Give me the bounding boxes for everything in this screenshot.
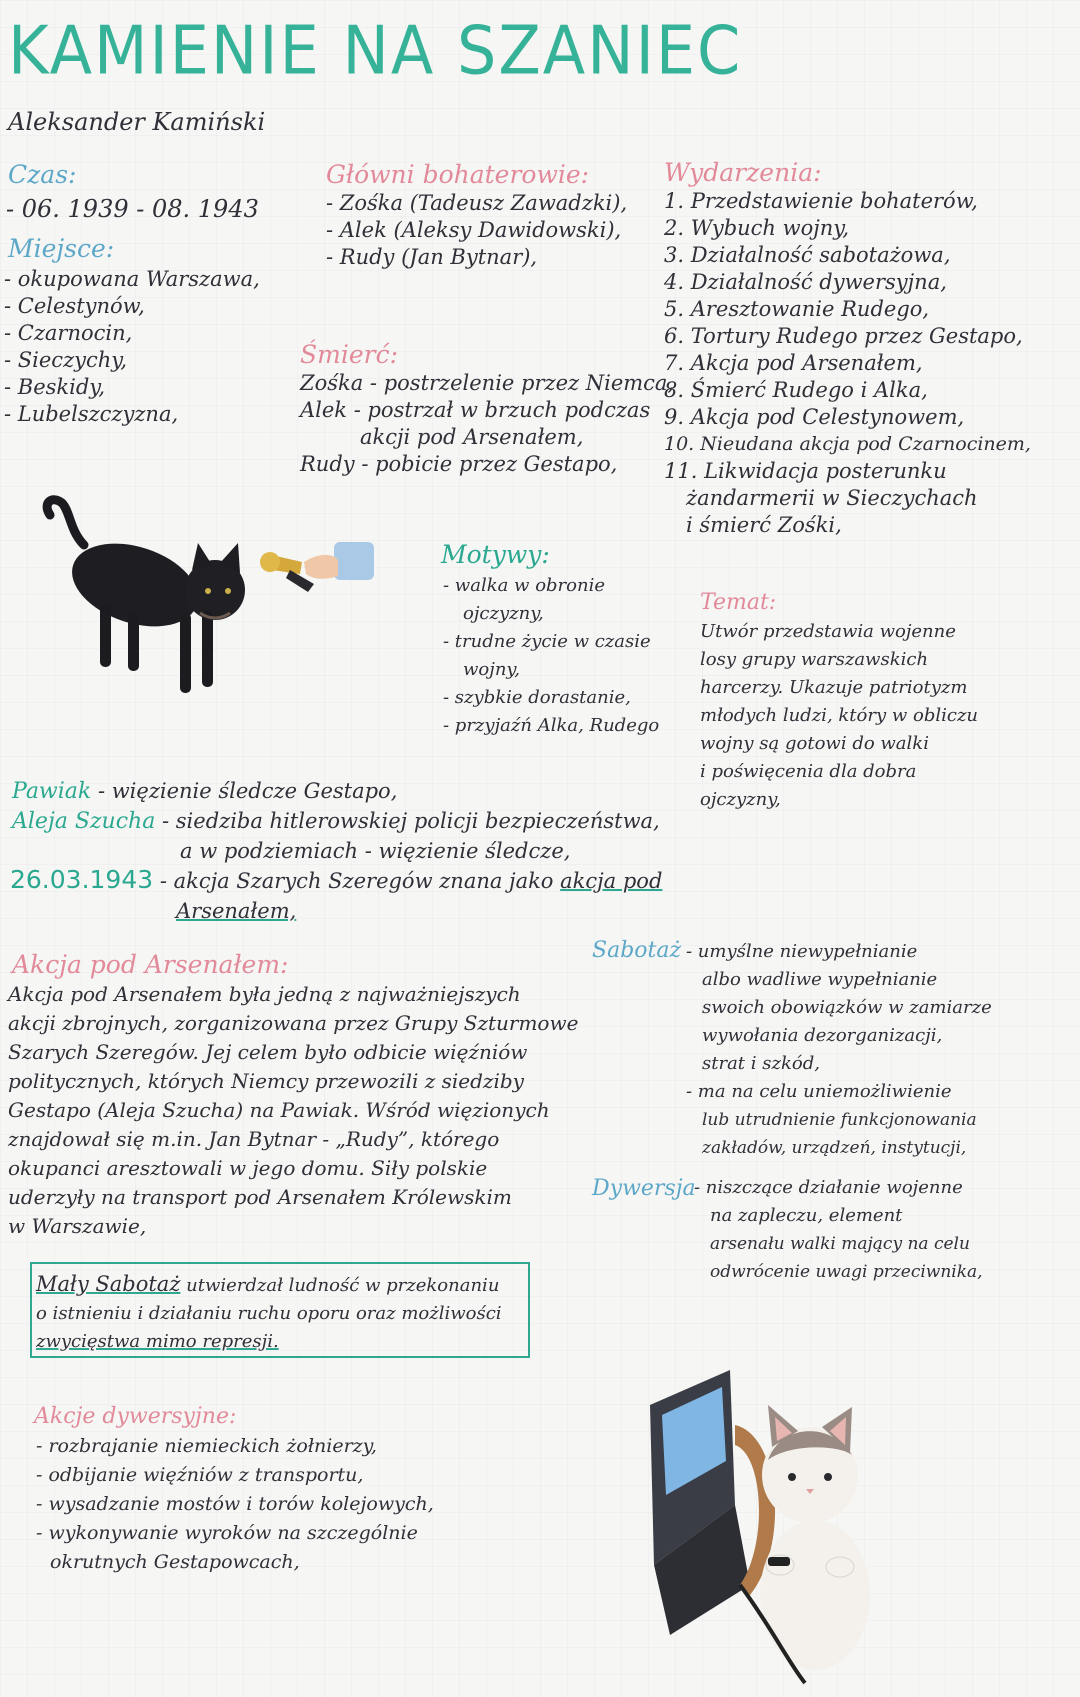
death-heading: Śmierć: xyxy=(300,340,398,369)
diversion-actions-heading: Akcje dywersyjne: xyxy=(34,1404,237,1429)
list-item: 11. Likwidacja posterunku xyxy=(664,459,947,483)
text-line: zwycięstwa mimo represji. xyxy=(36,1331,279,1352)
list-item: ojczyzny, xyxy=(463,603,544,624)
date-def xyxy=(10,866,662,895)
text-line: utwierdzał ludność w przekonaniu xyxy=(186,1275,500,1296)
list-item: i śmierć Zośki, xyxy=(686,513,842,537)
time-value: - 06. 1939 - 08. 1943 xyxy=(6,195,259,223)
arsenal-body xyxy=(8,980,578,1241)
list-item: - Alek (Aleksy Dawidowski), xyxy=(326,218,622,242)
pawiak-def xyxy=(12,778,397,805)
list-item: Alek - postrzał w brzuch podczas xyxy=(300,398,651,422)
heroes-heading: Główni bohaterowie: xyxy=(326,160,590,189)
date-link-2: Arsenałem, xyxy=(176,899,297,923)
date-link: akcja pod xyxy=(560,869,663,893)
aleja-szucha-def xyxy=(12,808,660,835)
diversion-def xyxy=(694,1174,983,1286)
list-item: 9. Akcja pod Celestynowem, xyxy=(664,405,965,429)
diversion-actions-list xyxy=(36,1432,434,1577)
text-line: Utwór przedstawia wojenne xyxy=(700,621,956,642)
list-item: - szybkie dorastanie, xyxy=(443,687,631,708)
list-item: - Rudy (Jan Bytnar), xyxy=(326,245,538,269)
text-line: uderzyły na transport pod Arsenałem Królewskim xyxy=(8,1185,512,1209)
text-line: Gestapo (Aleja Szucha) na Pawiak. Wśród więzionych xyxy=(8,1098,550,1122)
place-list xyxy=(4,266,260,428)
list-item: 2. Wybuch wojny, xyxy=(664,216,850,240)
text-line: akcji zbrojnych, zorganizowana przez Grupy Szturmowe xyxy=(8,1011,579,1035)
text-line: harcerzy. Ukazuje patriotyzm xyxy=(700,677,968,698)
text-line: na zapleczu, element xyxy=(710,1205,903,1226)
text-line: zakładów, urządzeń, instytucji, xyxy=(702,1138,967,1158)
list-item: 3. Działalność sabotażowa, xyxy=(664,243,951,267)
cat-with-computer-image xyxy=(640,1365,910,1685)
list-item: - Beskidy, xyxy=(4,375,106,399)
scanner-hand-image xyxy=(256,540,376,600)
text-line: Szarych Szeregów. Jej celem było odbicie więźniów xyxy=(8,1040,528,1064)
diversion-term: Dywersja xyxy=(592,1176,696,1201)
text-line: młodych ludzi, który w obliczu xyxy=(700,705,979,726)
date-term: 26.03.1943 xyxy=(10,865,154,894)
list-item: - wykonywanie wyroków na szczególnie xyxy=(36,1522,418,1544)
theme-heading: Temat: xyxy=(700,590,777,615)
motives-heading: Motywy: xyxy=(441,540,550,569)
list-item: 8. Śmierć Rudego i Alka, xyxy=(664,378,928,402)
text-line: strat i szkód, xyxy=(702,1053,820,1074)
text-line: o istnieniu i działaniu ruchu oporu oraz możliwości xyxy=(36,1303,502,1324)
pawiak-text: - więzienie śledcze Gestapo, xyxy=(97,779,398,803)
pawiak-term: Pawiak xyxy=(12,779,92,804)
text-line: losy grupy warszawskich xyxy=(700,649,929,670)
author: Aleksander Kamiński xyxy=(8,108,266,136)
list-item: okrutnych Gestapowcach, xyxy=(50,1551,300,1573)
list-item: - okupowana Warszawa, xyxy=(4,267,260,291)
text-line: Akcja pod Arsenałem była jedną z najważniejszych xyxy=(8,982,521,1006)
maly-sabotaz-term: Mały Sabotaż xyxy=(36,1272,181,1296)
text-line: arsenału walki mający na celu xyxy=(710,1234,970,1254)
sabotage-def xyxy=(686,938,992,1162)
maly-sabotaz-text xyxy=(36,1270,502,1356)
list-item: 1. Przedstawienie bohaterów, xyxy=(664,189,978,213)
aleja-szucha-text: - siedziba hitlerowskiej policji bezpieczeństwa, xyxy=(162,809,660,833)
death-list xyxy=(300,370,674,478)
black-cat-image xyxy=(40,495,260,705)
arsenal-heading: Akcja pod Arsenałem: xyxy=(12,950,289,979)
text-line: w Warszawie, xyxy=(8,1214,147,1238)
events-list xyxy=(664,188,1031,539)
list-item: żandarmerii w Sieczychach xyxy=(686,486,978,510)
list-item: 5. Aresztowanie Rudego, xyxy=(664,297,930,321)
text-line: i poświęcenia dla dobra xyxy=(700,761,917,782)
text-line: ojczyzny, xyxy=(700,789,781,810)
text-line: swoich obowiązków w zamiarze xyxy=(702,997,992,1018)
text-line: lub utrudnienie funkcjonowania xyxy=(702,1110,977,1130)
list-item: - rozbrajanie niemieckich żołnierzy, xyxy=(36,1435,377,1457)
text-line: wojny są gotowi do walki xyxy=(700,733,929,754)
text-line: - ma na celu uniemożliwienie xyxy=(686,1081,952,1102)
sabotage-term: Sabotaż xyxy=(592,938,682,963)
list-item: akcji pod Arsenałem, xyxy=(360,425,584,449)
text-line: albo wadliwe wypełnianie xyxy=(702,969,938,990)
list-item: - odbijanie więźniów z transportu, xyxy=(36,1464,364,1486)
events-heading: Wydarzenia: xyxy=(664,158,822,187)
text-line: - umyślne niewypełnianie xyxy=(686,941,918,962)
aleja-szucha-term: Aleja Szucha xyxy=(12,809,156,834)
list-item: 4. Działalność dywersyjna, xyxy=(664,270,947,294)
list-item: - trudne życie w czasie xyxy=(443,631,651,652)
list-item: - Lubelszczyzna, xyxy=(4,402,179,426)
list-item: wojny, xyxy=(463,659,520,680)
list-item: - walka w obronie xyxy=(443,575,605,596)
theme-body xyxy=(700,618,978,814)
heroes-list xyxy=(326,190,627,271)
list-item: 7. Akcja pod Arsenałem, xyxy=(664,351,923,375)
list-item: - przyjaźń Alka, Rudego xyxy=(443,715,660,736)
list-item: 6. Tortury Rudego przez Gestapo, xyxy=(664,324,1023,348)
date-text: - akcja Szarych Szeregów znana jako xyxy=(159,869,554,893)
list-item: - Czarnocin, xyxy=(4,321,133,345)
text-line: okupanci aresztowali w jego domu. Siły polskie xyxy=(8,1156,488,1180)
page-title: KAMIENIE NA SZANIEC xyxy=(8,11,743,90)
text-line: politycznych, których Niemcy przewozili z siedziby xyxy=(8,1069,524,1093)
list-item: - wysadzanie mostów i torów kolejowych, xyxy=(36,1493,434,1515)
text-line: wywołania dezorganizacji, xyxy=(702,1025,943,1046)
list-item: - Celestynów, xyxy=(4,294,145,318)
text-line: znajdował się m.in. Jan Bytnar - „Rudy”, którego xyxy=(8,1127,500,1151)
text-line: - niszczące działanie wojenne xyxy=(694,1177,963,1198)
list-item: - Zośka (Tadeusz Zawadzki), xyxy=(326,191,628,215)
place-heading: Miejsce: xyxy=(8,234,115,263)
time-heading: Czas: xyxy=(8,160,77,189)
list-item: - Sieczychy, xyxy=(4,348,128,372)
text-line: odwrócenie uwagi przeciwnika, xyxy=(710,1262,983,1282)
motives-list xyxy=(443,572,659,740)
list-item: Zośka - postrzelenie przez Niemca, xyxy=(300,371,675,395)
aleja-szucha-text-2: a w podziemiach - więzienie śledcze, xyxy=(180,839,571,863)
list-item: Rudy - pobicie przez Gestapo, xyxy=(300,452,618,476)
list-item: 10. Nieudana akcja pod Czarnocinem, xyxy=(664,433,1031,455)
